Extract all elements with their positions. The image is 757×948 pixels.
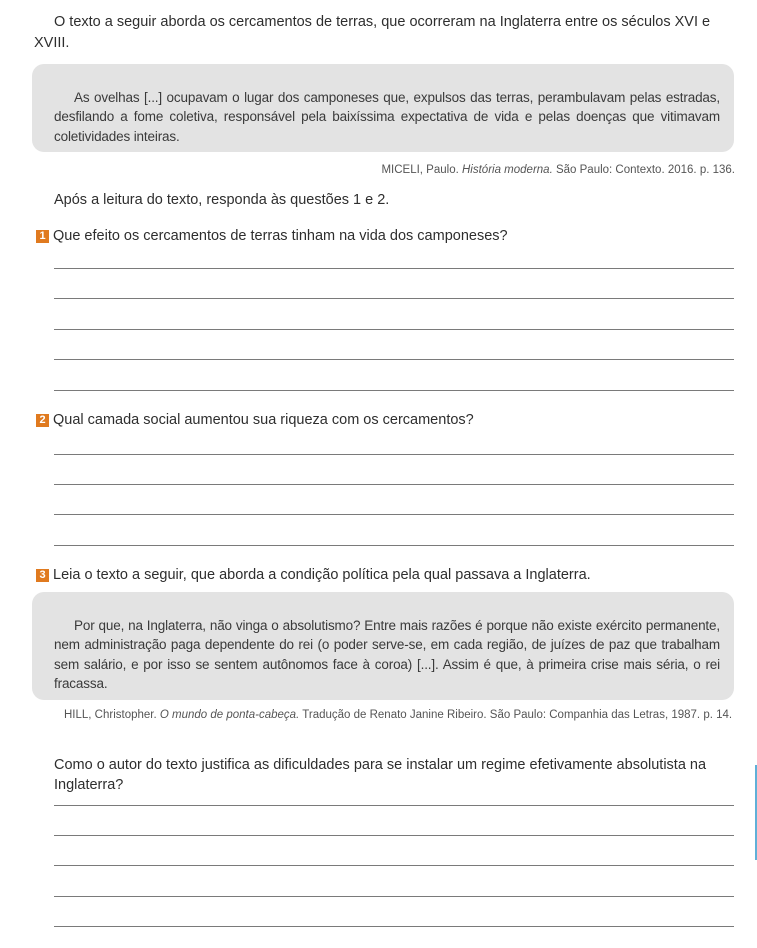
answer-line-2-2[interactable]: [54, 484, 734, 485]
quote-2-text: Por que, na Inglaterra, não vinga o absolutismo? Entre mais razões é porque não existe exército permanente, nem administração paga dependente do rei (o poder serve-se, em cada região, de juízes de paz que trabalham sem salário, e por isso se sentem autônomos face à coroa) [...]. Assim é que, à primeira crise mais séria, o rei fracassa.: [54, 617, 720, 691]
question-2: [36, 410, 474, 430]
question-3-number: 3: [36, 569, 49, 582]
question-1-text: Que efeito os cercamentos de terras tinham na vida dos camponeses?: [53, 228, 508, 244]
instruction-text: Após a leitura do texto, responda às questões 1 e 2.: [54, 192, 390, 208]
answer-line-1-3[interactable]: [54, 329, 734, 330]
question-2-text: Qual camada social aumentou sua riqueza com os cercamentos?: [53, 412, 474, 428]
citation-1-title: História moderna.: [462, 164, 553, 176]
citation-1: [381, 162, 735, 178]
answer-line-1-5[interactable]: [54, 390, 734, 391]
citation-2-author: HILL, Christopher.: [64, 709, 157, 721]
answer-line-2-1[interactable]: [54, 454, 734, 455]
question-3: [36, 565, 591, 585]
question-1-number: 1: [36, 230, 49, 243]
question-3-prompt: Como o autor do texto justifica as dificuldades para se instalar um regime efetivamente absolutista na Inglaterra?: [54, 756, 707, 793]
intro-text: O texto a seguir aborda os cercamentos de terras, que ocorreram na Inglaterra entre os séculos XVI e XVIII.: [34, 14, 711, 51]
question-1: [36, 226, 508, 246]
citation-2: [64, 707, 732, 723]
citation-2-rest: Tradução de Renato Janine Ribeiro. São Paulo: Companhia das Letras, 1987. p. 14.: [302, 709, 733, 721]
citation-2-title: O mundo de ponta-cabeça.: [159, 709, 300, 721]
answer-line-1-2[interactable]: [54, 298, 734, 299]
answer-line-1-1[interactable]: [54, 268, 734, 269]
answer-line-2-4[interactable]: [54, 545, 734, 546]
quote-1-text: As ovelhas [...] ocupavam o lugar dos camponeses que, expulsos das terras, perambulavam pelas estradas, desfilando a fome coletiva, responsável pela baixíssima expectativa de vida e pelas doenças que vitimavam coletividades inteiras.: [54, 89, 720, 144]
answer-line-3-3[interactable]: [54, 865, 734, 866]
answer-line-3-5[interactable]: [54, 926, 734, 927]
citation-1-author: MICELI, Paulo.: [381, 164, 459, 176]
question-3-text: Leia o texto a seguir, que aborda a condição política pela qual passava a Inglaterra.: [53, 567, 591, 583]
answer-line-3-4[interactable]: [54, 896, 734, 897]
answer-line-2-3[interactable]: [54, 514, 734, 515]
citation-1-rest: São Paulo: Contexto. 2016. p. 136.: [555, 164, 735, 176]
answer-line-3-2[interactable]: [54, 835, 734, 836]
answer-line-3-1[interactable]: [54, 805, 734, 806]
question-2-number: 2: [36, 414, 49, 427]
answer-line-1-4[interactable]: [54, 359, 734, 360]
